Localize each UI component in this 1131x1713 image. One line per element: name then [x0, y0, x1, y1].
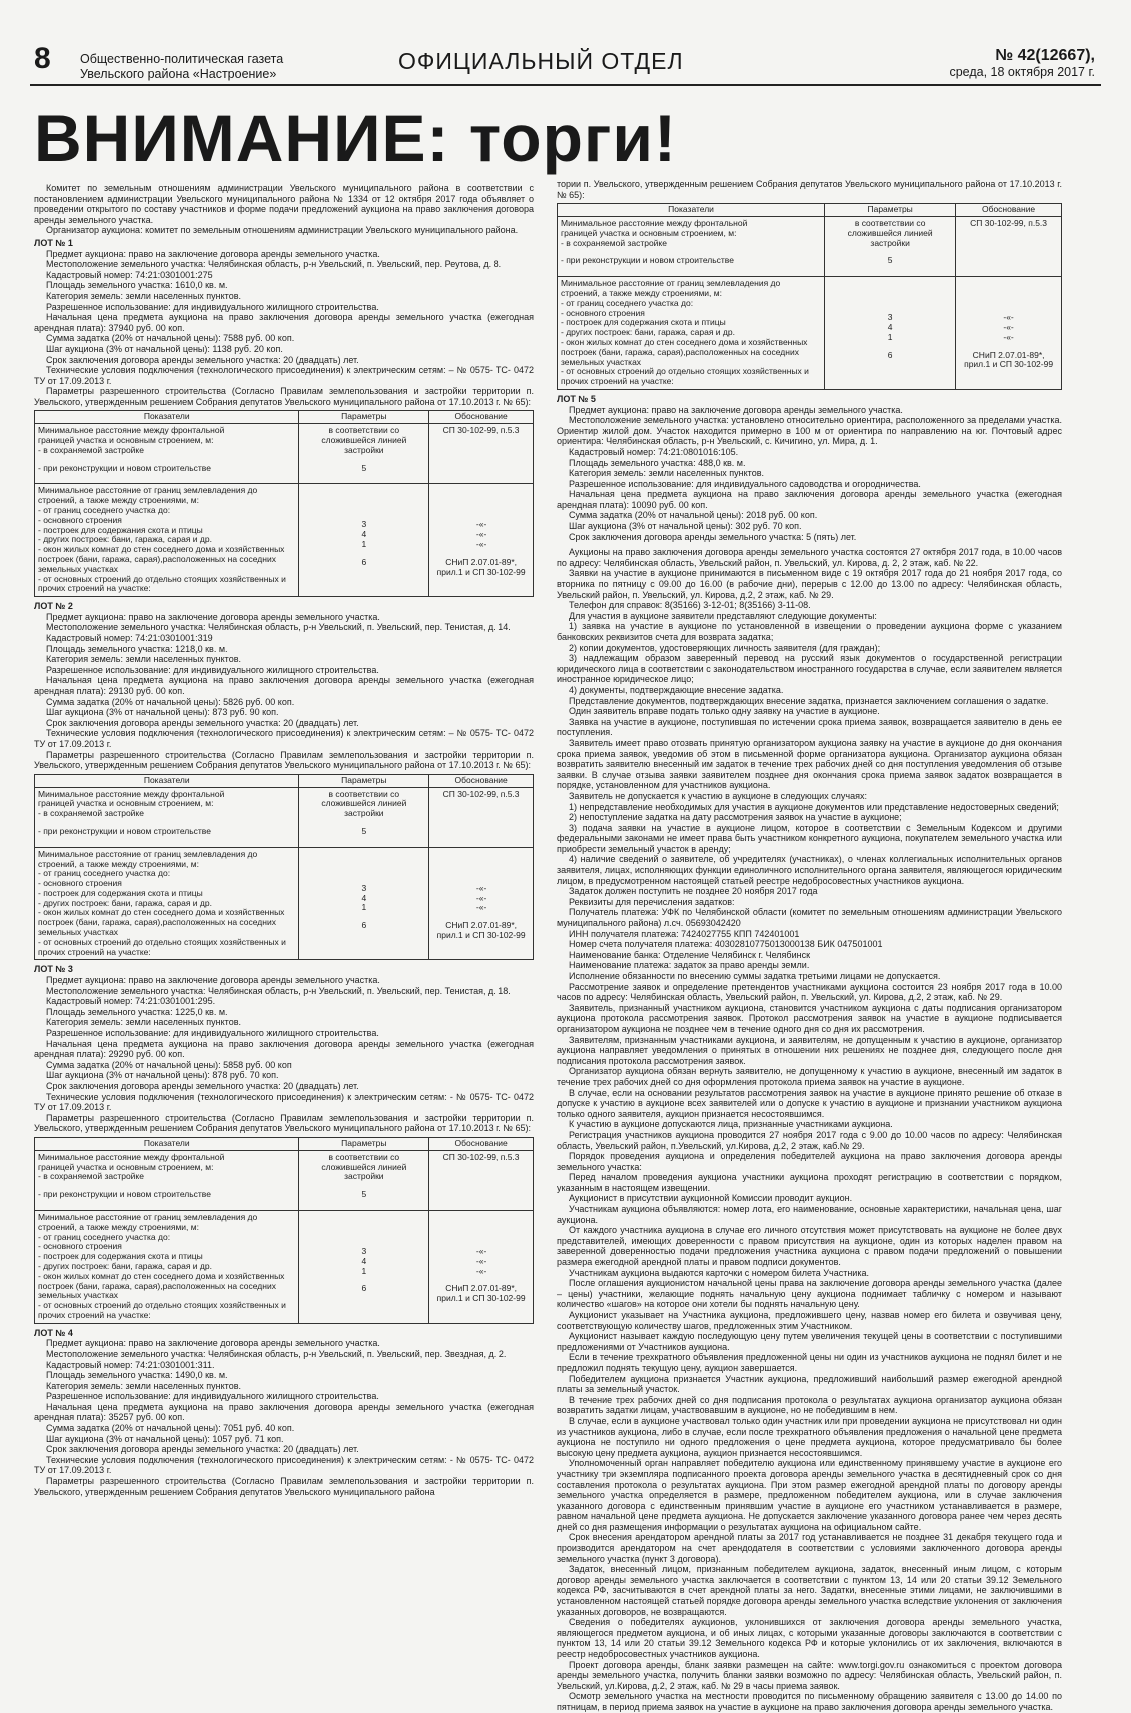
- table-row: Минимальное расстояние между фронтальной границей участка и основным строением, м: - в сохраняемой застройке - при реконструкции и новом строительстве в соответствии со сложившейся линией застройки 5 СП 30-102-99, п.5.3: [35, 424, 534, 484]
- table-row: Минимальное расстояние от границ землевладения до строений, а также между строениями, м: - от границ соседнего участка до: - основного строения - построек для содержания скота и птицы - других построек: бани, гаража, сарая и др. - окон жилых комнат до стен соседнего дома и хозяйственных построек (бани, гаража, сарая),расположенных на соседних земельных участках - от основных строений до отдельно стоящих хозяйственных и прочих строений на участке: 3 4 1 6 -«- -«- -«- СНиП 2.07.01-89*, прил.1 и СП 30-102-99: [35, 1210, 534, 1323]
- table-header-row: Показатели Параметры Обоснование: [35, 1137, 534, 1150]
- lot-heading: ЛОТ № 3: [34, 964, 73, 975]
- table-header-row: Показатели Параметры Обоснование: [35, 774, 534, 787]
- header-divider: [30, 84, 1101, 86]
- table-header-row: Показатели Параметры Обоснование: [35, 411, 534, 424]
- left-column: Комитет по земельным отношениям администрации Увельского муниципального района в соответствии с постановлением администрации Увельского муниципального района № 1334 от 12 октября 2017 года объявляет о проведении открытого по составу участников и форме подачи предложений аукциона на право заключения договора аренды земельного участка. Организатор аукциона: комитет по земельным отношениям администрации Увельского муниципального района. ЛОТ № 1 Предмет аукциона: право на заключение договора аренды земельного участка. Местоположение земельного участка: Челябинская область, р-н Увельский, п. Увельский, пер. Реутова, д. 8. Кадастровый номер: 74:21:0301001:275 Площадь земельного участка: 1610,0 кв. м. Категория земель: земли населенных пунктов. Разрешенное использование: для индивидуального жилищного строительства. Начальная цена предмета аукциона на право заключения договора аренды земельного участка (ежегодная арендная плата): 37940 руб. 00 коп. Сумма задатка (20% от начальной цены): 7588 руб. 00 коп. Шаг аукциона (3% от начальной цены): 1138 руб. 20 коп. Срок заключения договора аренды земельного участка: 20 (двадцать) лет. Технические условия подключения (технологического присоединения) к электрическим сетям: – № 0575- ТС- 0472 ТУ от 17.09.2013 г. Параметры разрешенного строительства (Согласно Правилам землепользования и застройки территории п. Увельского, утвержденным решением Собрания депутатов Увельского муниципального района от 17.10.2013 г. № 65): Показатели Параметры Обоснование Минимальное расстояние между фронтальной границей участка и основным строением, м: - в сохраняемой застройке - при реконструкции и новом строительстве в соответствии со сложившейся линией застройки 5 СП 30-102-99, п.5.3 Минимальное расстояние от границ землевладения до строений, а также между строениями, м: - от границ соседнего участка до: - основного строения - построек для содержания скота и птицы - других построек: бани, гаража, сарая и др. - окон жилых комнат до стен соседнего дома и хозяйственных построек (бани, гаража, сарая),расположенных на соседних земельных участках - от основных строений до отдельно стоящих хозяйственных и прочих строений на участке: 3 4 1 6 -«- -«- -«- СНиП 2.07.01-89*, прил.1 и СП 30-102-99 ЛОТ № 2 Предмет аукциона: право на заключение договора аренды земельного участка. Местоположение земельного участка: Челябинская область, р-н Увельский, п. Увельский, пер. Тенистая, д. 14. Кадастровый номер: 74:21:0301001:319 Площадь земельного участка: 1218,0 кв. м. Категория земель: земли населенных пунктов. Разрешенное использование: для индивидуального жилищного строительства. Начальная цена предмета аукциона на право заключения договора аренды земельного участка (ежегодная арендная плата): 29130 руб. 00 коп. Сумма задатка (20% от начальной цены): 5826 руб. 00 коп. Шаг аукциона (3% от начальной цены): 873 руб. 90 коп. Срок заключения договора аренды земельного участка: 20 (двадцать) лет. Технические условия подключения (технологического присоединения) к электрическим сетям: – № 0575- ТС- 0472 ТУ от 17.09.2013 г. Параметры разрешенного строительства (Согласно Правилам землепользования и застройки территории п. Увельского, утвержденным решением Собрания депутатов Увельского муниципального района от 17.10.2013 г. № 65): Показатели Параметры Обоснование Минимальное расстояние между фронтальной границей участка и основным строением, м: - в сохраняемой застройке - при реконструкции и новом строительстве в соответствии со сложившейся линией застройки 5 СП 30-102-99, п.5.3 Минимальное расстояние от границ землевладения до строений, а также между строениями, м: - от границ соседнего участка до: - основного строения - построек для содержания скота и птицы - других построек: бани, гаража, сарая и др. - окон жилых комнат до стен соседнего дома и хозяйственных построек (бани, гаража, сарая),расположенных на соседних земельных участках - от основных строений до отдельно стоящих хозяйственных и прочих строений на участке: 3 4 1 6 -«- -«- -«- СНиП 2.07.01-89*, прил.1 и СП 30-102-99 ЛОТ № 3 Предмет аукциона: право на заключение договора аренды земельного участка. Местоположение земельного участка: Челябинская область, р-н Увельский, п. Увельский, пер. Тенистая, д. 18. Кадастровый номер: 74:21:0301001:295. Площадь земельного участка: 1225,0 кв. м. Категория земель: земли населенных пунктов. Разрешенное использование: для индивидуального жилищного строительства. Начальная цена предмета аукциона на право заключения договора аренды земельного участка (ежегодная арендная плата): 29290 руб. 00 коп. Сумма задатка (20% от начальной цены): 5858 руб. 00 коп Шаг аукциона (3% от начальной цены): 878 руб. 70 коп. Срок заключения договора аренды земельного участка: 20 (двадцать) лет. Технические условия подключения (технологического присоединения) к электрическим сетям: - № 0575- ТС- 0472 ТУ от 17.09.2013 г. Параметры разрешенного строительства (Согласно Правилам землепользования и застройки территории п. Увельского, утвержденным решением Собрания депутатов Увельского муниципального района от 17.10.2013 г. № 65): Показатели Параметры Обоснование Минимальное расстояние между фронтальной границей участка и основным строением, м: - в сохраняемой застройке - при реконструкции и новом строительстве в соответствии со сложившейся линией застройки 5 СП 30-102-99, п.5.3 Минимальное расстояние от границ землевладения до строений, а также между строениями, м: - от границ соседнего участка до: - основного строения - построек для содержания скота и птицы - других построек: бани, гаража, сарая и др. - окон жилых комнат до стен соседнего дома и хозяйственных построек (бани, гаража, сарая),расположенных на соседних земельных участках - от основных строений до отдельно стоящих хозяйственных и прочих строений на участке: 3 4 1 6 -«- -«- -«- СНиП 2.07.01-89*, прил.1 и СП 30-102-99 ЛОТ № 4 Предмет аукциона: право на заключение договора аренды земельного участка. Местоположение земельного участка: Челябинская область, р-н Увельский, п. Увельский, пер. Звездная, д. 2. Кадастровый номер: 74:21:0301001:311. Площадь земельного участка: 1490,0 кв. м. Категория земель: земли населенных пунктов. Разрешенное использование: для индивидуального жилищного строительства. Начальная цена предмета аукциона на право заключения договора аренды земельного участка (ежегодная арендная плата): 35257 руб. 00 коп. Сумма задатка (20% от начальной цены): 7051 руб. 40 коп. Шаг аукциона (3% от начальной цены): 1057 руб. 71 коп. Срок заключения договора аренды земельного участка: 20 (двадцать) лет. Технические условия подключения (технологического присоединения) к электрическим сетям: - № 0575- ТС- 0472 ТУ от 17.09.2013 г. Параметры разрешенного строительства (Согласно Правилам землепользования и застройки территории п. Увельского, утвержденным решением Собрания депутатов Увельского муниципального района: [34, 183, 534, 1497]
- params-table-lot2: [34, 774, 534, 961]
- table-row: Минимальное расстояние от границ землевладения до строений, а также между строениями, м: - от границ соседнего участка до: - основного строения - построек для содержания скота и птицы - других построек: бани, гаража, сарая и др. - окон жилых комнат до стен соседнего дома и хозяйственных построек (бани, гаража, сарая),расположенных на соседних земельных участках - от основных строений до отдельно стоящих хозяйственных и прочих строений на участке: 3 4 1 6 -«- -«- -«- СНиП 2.07.01-89*, прил.1 и СП 30-102-99: [35, 484, 534, 597]
- paragraph: Комитет по земельным отношениям администрации Увельского муниципального района в соответствии с постановлением администрации Увельского муниципального района № 1334 от 12 октября 2017 года объявляет о проведении открытого по составу участников и форме подачи предложений аукциона на право заключения договора аренды земельного участка.: [34, 183, 534, 225]
- auction-terms: Аукционы на право заключения договора аренды земельного участка состоятся 27 октября 2017 года, в 10.00 часов по адресу: Челябинская область, Увельский район, п. Увельский, ул. Кирова, д. 2, 2 этаж, каб. № 22. Заявки на участие в аукционе принимаются в письменном виде с 19 октября 2017 года до 21 ноября 2017 года, со вторника по пятницу с 09.00 до 16.00 (в рабочие дни), перерыв с 12.00 до 13.00 по адресу: Челябинская область, Увельский район, п. Увельский, ул. Кирова, д.2, 2 этаж, каб. № 29. Телефон для справок: 8(35166) 3-12-01; 8(35166) 3-11-08. Для участия в аукционе заявители представляют следующие документы: 1) заявка на участие в аукционе по установленной в извещении о проведении аукциона форме с указанием банковских реквизитов счета для возврата задатка; 2) копии документов, удостоверяющих личность заявителя (для граждан); 3) надлежащим образом заверенный перевод на русский язык документов о государственной регистрации юридического лица в соответствии с законодательством иностранного государства в случае, если заявителем является иностранное юридическое лицо; 4) документы, подтверждающие внесение задатка. Представление документов, подтверждающих внесение задатка, признается заключением соглашения о задатке. Один заявитель вправе подать только одну заявку на участие в аукционе. Заявка на участие в аукционе, поступившая по истечении срока приема заявок, возвращается заявителю в день ее поступления. Заявитель имеет право отозвать принятую организатором аукциона заявку на участие в аукционе до дня окончания срока приема заявок, уведомив об этом в письменной форме организатора аукциона. Организатор аукциона обязан возвратить заявителю внесенный им задаток в течение трех рабочих дней со дня поступления уведомления об отзыве заявки. В случае отзыва заявки заявителем позднее дня окончания срока приема заявок задаток возвращается в порядке, установленном для участников аукциона. Заявитель не допускается к участию в аукционе в следующих случаях: 1) непредставление необходимых для участия в аукционе документов или представление недостоверных сведений; 2) непоступление задатка на дату рассмотрения заявок на участие в аукционе; 3) подача заявки на участие в аукционе лицом, которое в соответствии с Земельным Кодексом и другими федеральными законами не имеет права быть участником конкретного аукциона, покупателем земельного участка или приобрести земельный участок в аренду; 4) наличие сведений о заявителе, об учредителях (участниках), о членах коллегиальных исполнительных органов заявителя, лицах, исполняющих функции единоличного исполнительного органа заявителя, являющегося юридическим лицом, в предусмотренном настоящей статьей реестре недобросовестных участников аукциона. Задаток должен поступить не позднее 20 ноября 2017 года Реквизиты для перечисления задатков: Получатель платежа: УФК по Челябинской области (комитет по земельным отношениям администрации Увельского муниципального района) л.сч. 05693042420 ИНН получателя платежа: 7424027755 КПП 742401001 Номер счета получателя платежа: 40302810775013000138 БИК 047501001 Наименование банка: Отделение Челябинск г. Челябинск Наименование платежа: задаток за право аренды земли. Исполнение обязанности по внесению суммы задатка третьими лицами не допускается. Рассмотрение заявок и определение претендентов участниками аукциона состоится 23 ноября 2017 года в 10.00 часов по адресу: Челябинская область, Увельский район, п. Увельский, ул. Кирова, д.2, 2 этаж, каб. № 29. Заявитель, признанный участником аукциона, становится участником аукциона с даты подписания организатором аукциона протокола рассмотрения заявок. Протокол рассмотрения заявок на участие в аукционе подписывается организатором аукциона не позднее чем в течение одного дня со дня их рассмотрения. Заявителям, признанным участниками аукциона, и заявителям, не допущенным к участию в аукционе, организатор аукциона направляет уведомления о принятых в отношении них решениях не позднее дня, следующего после дня подписания протокола рассмотрения заявок. Организатор аукциона обязан вернуть заявителю, не допущенному к участию в аукционе, внесенный им задаток в течение трех рабочих дней со дня оформления протокола приема заявок на участие в аукционе. В случае, если на основании результатов рассмотрения заявок на участие в аукционе принято решение об отказе в допуске к участию в аукционе всех заявителей или о допуске к участию в аукционе и признании участником аукциона только одного заявителя, аукцион признается несостоявшимся. К участию в аукционе допускаются лица, признанные участниками аукциона. Регистрация участников аукциона проводится 27 ноября 2017 года с 9.00 до 10.00 часов по адресу: Челябинская область, Увельский район, п.Увельский, ул.Кирова, д.2, 2 этаж, каб.№ 29. Порядок проведения аукциона и определения победителей аукциона на право заключения договора аренды земельного участка: Перед началом проведения аукциона участники аукциона проходят регистрацию в соответствии с порядком, указанным в настоящем извещении. Аукционист в присутствии аукционной Комиссии проводит аукцион. Участникам аукциона объявляются: номер лота, его наименование, основные характеристики, начальная цена, шаг аукциона. От каждого участника аукциона в случае его личного отсутствия может присутствовать на аукционе не более двух представителей, имеющих доверенности с правом присутствия на аукционе, один из которых наделен правом на заверенной доверенностью подачи предложения участника аукциона с правом подачи предложений о повышении размера ежегодной арендной платы и правом подписи документов. Участникам аукциона выдаются карточки с номером билета Участника. После оглашения аукционистом начальной цены права на заключение договора аренды земельного участка (далее – цены) участники, желающие поднять начальную цену аукциона поднимает табличку с номером и называют количество «шагов» на которое они хотели бы поднять начальную цену. Аукционист указывает на Участника аукциона, предложившего цену, назвав номер его билета и озвучивая цену, соответствующую количеству шагов, предложенных этим Участником. Аукционист называет каждую последующую цену путем увеличения текущей цены в соответствии с поступившими предложениями от Участников аукциона. Если в течение трехкратного объявления предложенной цены ни один из участников аукциона не поднял билет и не предложил поднять текущую цену, аукцион завершается. Победителем аукциона признается Участник аукциона, предложивший наибольший размер ежегодной арендной платы за земельный участок. В течение трех рабочих дней со дня подписания протокола о результатах аукциона организатор аукциона обязан возвратить задатки лицам, участвовавшим в аукционе, но не победившим в нем. В случае, если в аукционе участвовал только один участник или при проведении аукциона не присутствовал ни один из участников аукциона, либо в случае, если после трехкратного объявления предложения о начальной цене предмета аукциона не поступило ни одного предложения о цене предмета аукциона, которое предусматривало бы более высокую цену предмета аукциона, аукцион признается несостоявшимся. Уполномоченный орган направляет победителю аукциона или единственному принявшему участие в аукционе его участнику три экземпляра подписанного проекта договора аренды земельного участка в десятидневный срок со дня составления протокола о результатах аукциона. При этом размер ежегодной арендной платы по договору аренды земельного участка определяется в размере, предложенном победителем аукциона, или в случае заключения указанного договора с единственным принявшим участие в аукционе его участником устанавливается в размере, равном начальной цене предмета аукциона. Не допускается заключение указанного договора ранее чем через десять дней со дня размещения информации о результатах аукциона на официальном сайте. Срок внесения арендатором арендной платы за 2017 год устанавливается не позднее 31 декабря текущего года и производится арендатором на счет арендодателя в соответствии с условиями заключенного договора аренды земельного участка (пункт 3 договора). Задаток, внесенный лицом, признанным победителем аукциона, задаток, внесенный иным лицом, с которым договор аренды земельного участка заключается в соответствии с пунктом 13, 14 или 20 статьи 39.12 Земельного кодекса РФ, засчитываются в счет арендной платы за него. Задатки, внесенные этими лицами, не заключившими в установленном настоящей статьей порядке договора аренды земельного участка вследствие уклонения от заключения указанных договоров, не возвращаются. Сведения о победителях аукционов, уклонившихся от заключения договора аренды земельного участка, являющегося предметом аукциона, и об иных лицах, с которыми указанные договоры заключаются в соответствии с пунктом 13, 14 или 20 статьи 39.12 Земельного кодекса РФ и которые уклонились от их заключения, включаются в реестр недобросовестных участников аукциона. Проект договора аренды, бланк заявки размещен на сайте: www.torgi.gov.ru ознакомиться с проектом договора аренды земельного участка, получить бланки заявки возможно по адресу: Челябинская область, Увельский район, п. Увельский, ул.Кирова, д.2, 2 этаж, каб. № 29 в часы приема заявок. Осмотр земельного участка на местности проводится по письменному обращению заявителя с 13.00 до 14.00 по пятницам, в период приема заявок на участие в аукционе на право заключения договора аренды земельного участка.: [557, 547, 1062, 1712]
- issue-date: среда, 18 октября 2017 г.: [949, 65, 1095, 79]
- parameters-table: [34, 410, 534, 597]
- params-table-lot1: [34, 410, 534, 597]
- params-table-lot3: [34, 1137, 534, 1324]
- newspaper-title: Общественно-политическая газета Увельского района «Настроение»: [80, 52, 284, 81]
- paragraph: Организатор аукциона: комитет по земельным отношениям администрации Увельского муниципального района.: [46, 225, 519, 236]
- table-row: Минимальное расстояние между фронтальной границей участка и основным строением, м: - в сохраняемой застройке - при реконструкции и новом строительстве в соответствии со сложившейся линией застройки 5 СП 30-102-99, п.5.3: [35, 1150, 534, 1210]
- issue-info: [949, 48, 1095, 80]
- table-row: Минимальное расстояние от границ землевладения до строений, а также между строениями, м: - от границ соседнего участка до: - основного строения - построек для содержания скота и птицы - других построек: бани, гаража, сарая и др. - окон жилых комнат до стен соседнего дома и хозяйственных построек (бани, гаража, сарая),расположенных на соседних земельных участках - от основных строений до отдельно стоящих хозяйственных и прочих строений на участке: 3 4 1 6 -«- -«- -«- СНиП 2.07.01-89*, прил.1 и СП 30-102-99: [558, 277, 1062, 390]
- lot-heading: ЛОТ № 4: [34, 1327, 73, 1338]
- lot-heading: ЛОТ № 5: [557, 393, 596, 404]
- lot-heading: ЛОТ № 2: [34, 601, 73, 612]
- parameters-table: [557, 203, 1062, 390]
- issue-number: № 42(12667),: [995, 47, 1095, 64]
- right-column: тории п. Увельского, утвержденным решением Собрания депутатов Увельского муниципального района от 17.10.2013 г. № 65): Показатели Параметры Обоснование Минимальное расстояние между фронтальной границей участка и основным строением, м: - в сохраняемой застройке - при реконструкции и новом строительстве в соответствии со сложившейся линией застройки 5 СП 30-102-99, п.5.3 Минимальное расстояние от границ землевладения до строений, а также между строениями, м: - от границ соседнего участка до: - основного строения - построек для содержания скота и птицы - других построек: бани, гаража, сарая и др. - окон жилых комнат до стен соседнего дома и хозяйственных построек (бани, гаража, сарая),расположенных на соседних земельных участках - от основных строений до отдельно стоящих хозяйственных и прочих строений на участке: 3 4 1 6 -«- -«- -«- СНиП 2.07.01-89*, прил.1 и СП 30-102-99 ЛОТ № 5 Предмет аукциона: право на заключение договора аренды земельного участка. Местоположение земельного участка: установлено относительно ориентира, расположенного за пределами участка. Ориентир жилой дом. Участок находится примерно в 100 м от ориентира по направлению на юг. Почтовый адрес ориентира: Челябинская область, р-н Увельский, с. Кичигино, ул. Мира, д. 1. Кадастровый номер: 74:21:0801016:105. Площадь земельного участка: 488,0 кв. м. Категория земель: земли населенных пунктов. Разрешенное использование: для индивидуального садоводства и огородничества. Начальная цена предмета аукциона на право заключения договора аренды земельного участка (ежегодная арендная плата): 10090 руб. 00 коп. Сумма задатка (20% от начальной цены): 2018 руб. 00 коп. Шаг аукциона (3% от начальной цены): 302 руб. 70 коп. Срок заключения договора аренды земельного участка: 5 (пять) лет. Аукционы на право заключения договора аренды земельного участка состоятся 27 октября 2017 года, в 10.00 часов по адресу: Челябинская область, Увельский район, п. Увельский, ул. Кирова, д. 2, 2 этаж, каб. № 22. Заявки на участие в аукционе принимаются в письменном виде с 19 октября 2017 года до 21 ноября 2017 года, со вторника по пятницу с 09.00 до 16.00 (в рабочие дни), перерыв с 12.00 до 13.00 по адресу: Челябинская область, Увельский район, п. Увельский, ул. Кирова, д.2, 2 этаж, каб. № 29. Телефон для справок: 8(35166) 3-12-01; 8(35166) 3-11-08. Для участия в аукционе заявители представляют следующие документы: 1) заявка на участие в аукционе по установленной в извещении о проведении аукциона форме с указанием банковских реквизитов счета для возврата задатка; 2) копии документов, удостоверяющих личность заявителя (для граждан); 3) надлежащим образом заверенный перевод на русский язык документов о государственной регистрации юридического лица в соответствии с законодательством иностранного государства в случае, если заявителем является иностранное юридическое лицо; 4) документы, подтверждающие внесение задатка. Представление документов, подтверждающих внесение задатка, признается заключением соглашения о задатке. Один заявитель вправе подать только одну заявку на участие в аукционе. Заявка на участие в аукционе, поступившая по истечении срока приема заявок, возвращается заявителю в день ее поступления. Заявитель имеет право отозвать принятую организатором аукциона заявку на участие в аукционе до дня окончания срока приема заявок, уведомив об этом в письменной форме организатора аукциона. Организатор аукциона обязан возвратить заявителю внесенный им задаток в течение трех рабочих дней со дня поступления уведомления об отзыве заявки. В случае отзыва заявки заявителем позднее дня окончания срока приема заявок задаток возвращается в порядке, установленном для участников аукциона. Заявитель не допускается к участию в аукционе в следующих случаях: 1) непредставление необходимых для участия в аукционе документов или представление недостоверных сведений; 2) непоступление задатка на дату рассмотрения заявок на участие в аукционе; 3) подача заявки на участие в аукционе лицом, которое в соответствии с Земельным Кодексом и другими федеральными законами не имеет права быть участником конкретного аукциона, покупателем земельного участка или приобрести земельный участок в аренду; 4) наличие сведений о заявителе, об учредителях (участниках), о членах коллегиальных исполнительных органов заявителя, лицах, исполняющих функции единоличного исполнительного органа заявителя, являющегося юридическим лицом, в предусмотренном настоящей статьей реестре недобросовестных участников аукциона. Задаток должен поступить не позднее 20 ноября 2017 года Реквизиты для перечисления задатков: Получатель платежа: УФК по Челябинской области (комитет по земельным отношениям администрации Увельского муниципального района) л.сч. 05693042420 ИНН получателя платежа: 7424027755 КПП 742401001 Номер счета получателя платежа: 40302810775013000138 БИК 047501001 Наименование банка: Отделение Челябинск г. Челябинск Наименование платежа: задаток за право аренды земли. Исполнение обязанности по внесению суммы задатка третьими лицами не допускается. Рассмотрение заявок и определение претендентов участниками аукциона состоится 23 ноября 2017 года в 10.00 часов по адресу: Челябинская область, Увельский район, п. Увельский, ул. Кирова, д.2, 2 этаж, каб. № 29. Заявитель, признанный участником аукциона, становится участником аукциона с даты подписания организатором аукциона протокола рассмотрения заявок. Протокол рассмотрения заявок на участие в аукционе подписывается организатором аукциона не позднее чем в течение одного дня со дня их рассмотрения. Заявителям, признанным участниками аукциона, и заявителям, не допущенным к участию в аукционе, организатор аукциона направляет уведомления о принятых в отношении них решениях не позднее дня, следующего после дня подписания протокола рассмотрения заявок. Организатор аукциона обязан вернуть заявителю, не допущенному к участию в аукционе, внесенный им задаток в течение трех рабочих дней со дня оформления протокола приема заявок на участие в аукционе. В случае, если на основании результатов рассмотрения заявок на участие в аукционе принято решение об отказе в допуске к участию в аукционе всех заявителей или о допуске к участию в аукционе и признании участником аукциона только одного заявителя, аукцион признается несостоявшимся. К участию в аукционе допускаются лица, признанные участниками аукциона. Регистрация участников аукциона проводится 27 ноября 2017 года с 9.00 до 10.00 часов по адресу: Челябинская область, Увельский район, п.Увельский, ул.Кирова, д.2, 2 этаж, каб.№ 29. Порядок проведения аукциона и определения победителей аукциона на право заключения договора аренды земельного участка: Перед началом проведения аукциона участники аукциона проходят регистрацию в соответствии с порядком, указанным в настоящем извещении. Аукционист в присутствии аукционной Комиссии проводит аукцион. Участникам аукциона объявляются: номер лота, его наименование, основные характеристики, начальная цена, шаг аукциона. От каждого участника аукциона в случае его личного отсутствия может присутствовать на аукционе не более двух представителей, имеющих доверенности с правом присутствия на аукционе, один из которых наделен правом на заверенной доверенностью подачи предложения участника аукциона с правом подачи предложений о повышении размера ежегодной арендной платы и правом подписи документов. Участникам аукциона выдаются карточки с номером билета Участника. После оглашения аукционистом начальной цены права на заключение договора аренды земельного участка (далее – цены) участники, желающие поднять начальную цену аукциона поднимает табличку с номером и называют количество «шагов» на которое они хотели бы поднять начальную цену. Аукционист указывает на Участника аукциона, предложившего цену, назвав номер его билета и озвучивая цену, соответствующую количеству шагов, предложенных этим Участником. Аукционист называет каждую последующую цену путем увеличения текущей цены в соответствии с поступившими предложениями от Участников аукциона. Если в течение трехкратного объявления предложенной цены ни один из участников аукциона не поднял билет и не предложил поднять текущую цену, аукцион завершается. Победителем аукциона признается Участник аукциона, предложивший наибольший размер ежегодной арендной платы за земельный участок. В течение трех рабочих дней со дня подписания протокола о результатах аукциона организатор аукциона обязан возвратить задатки лицам, участвовавшим в аукционе, но не победившим в нем. В случае, если в аукционе участвовал только один участник или при проведении аукциона не присутствовал ни один из участников аукциона, либо в случае, если после трехкратного объявления предложения о начальной цене предмета аукциона не поступило ни одного предложения о цене предмета аукциона, которое предусматривало бы более высокую цену предмета аукциона, аукцион признается несостоявшимся. Уполномоченный орган направляет победителю аукциона или единственному принявшему участие в аукционе его участнику три экземпляра подписанного проекта договора аренды земельного участка в десятидневный срок со дня составления протокола о результатах аукциона. При этом размер ежегодной арендной платы по договору аренды земельного участка определяется в размере, предложенном победителем аукциона, или в случае заключения указанного договора с единственным принявшим участие в аукционе его участником устанавливается в размере, равном начальной цене предмета аукциона. Не допускается заключение указанного договора ранее чем через десять дней со дня размещения информации о результатах аукциона на официальном сайте. Срок внесения арендатором арендной платы за 2017 год устанавливается не позднее 31 декабря текущего года и производится арендатором на счет арендодателя в соответствии с условиями заключенного договора аренды земельного участка (пункт 3 договора). Задаток, внесенный лицом, признанным победителем аукциона, задаток, внесенный иным лицом, с которым договор аренды земельного участка заключается в соответствии с пунктом 13, 14 или 20 статьи 39.12 Земельного кодекса РФ, засчитываются в счет арендной платы за него. Задатки, внесенные этими лицами, не заключившими в установленном настоящей статьей порядке договора аренды земельного участка вследствие уклонения от заключения указанных договоров, не возвращаются. Сведения о победителях аукционов, уклонившихся от заключения договора аренды земельного участка, являющегося предметом аукциона, и об иных лицах, с которыми указанные договоры заключаются в соответствии с пунктом 13, 14 или 20 статьи 39.12 Земельного кодекса РФ и которые уклонились от их заключения, включаются в реестр недобросовестных участников аукциона. Проект договора аренды, бланк заявки размещен на сайте: www.torgi.gov.ru ознакомиться с проектом договора аренды земельного участка, получить бланки заявки возможно по адресу: Челябинская область, Увельский район, п. Увельский, ул.Кирова, д.2, 2 этаж, каб. № 29 в часы приема заявок. Осмотр земельного участка на местности проводится по письменному обращению заявителя с 13.00 до 14.00 по пятницам, в период приема заявок на участие в аукционе на право заключения договора аренды земельного участка.: [557, 179, 1062, 1712]
- table-header-row: Показатели Параметры Обоснование: [558, 204, 1062, 217]
- page-number: 8: [34, 42, 51, 75]
- table-row: Минимальное расстояние между фронтальной границей участка и основным строением, м: - в сохраняемой застройке - при реконструкции и новом строительстве в соответствии со сложившейся линией застройки 5 СП 30-102-99, п.5.3: [558, 216, 1062, 276]
- headline: ВНИМАНИЕ: торги!: [34, 101, 677, 175]
- table-row: Минимальное расстояние от границ землевладения до строений, а также между строениями, м: - от границ соседнего участка до: - основного строения - построек для содержания скота и птицы - других построек: бани, гаража, сарая и др. - окон жилых комнат до стен соседнего дома и хозяйственных построек (бани, гаража, сарая),расположенных на соседних земельных участках - от основных строений до отдельно стоящих хозяйственных и прочих строений на участке: 3 4 1 6 -«- -«- -«- СНиП 2.07.01-89*, прил.1 и СП 30-102-99: [35, 847, 534, 960]
- params-table-lot4: [557, 203, 1062, 390]
- parameters-table: [34, 1137, 534, 1324]
- section-title: ОФИЦИАЛЬНЫЙ ОТДЕЛ: [398, 48, 684, 74]
- lot-heading: ЛОТ № 1: [34, 237, 73, 248]
- parameters-table: [34, 774, 534, 961]
- table-row: Минимальное расстояние между фронтальной границей участка и основным строением, м: - в сохраняемой застройке - при реконструкции и новом строительстве в соответствии со сложившейся линией застройки 5 СП 30-102-99, п.5.3: [35, 787, 534, 847]
